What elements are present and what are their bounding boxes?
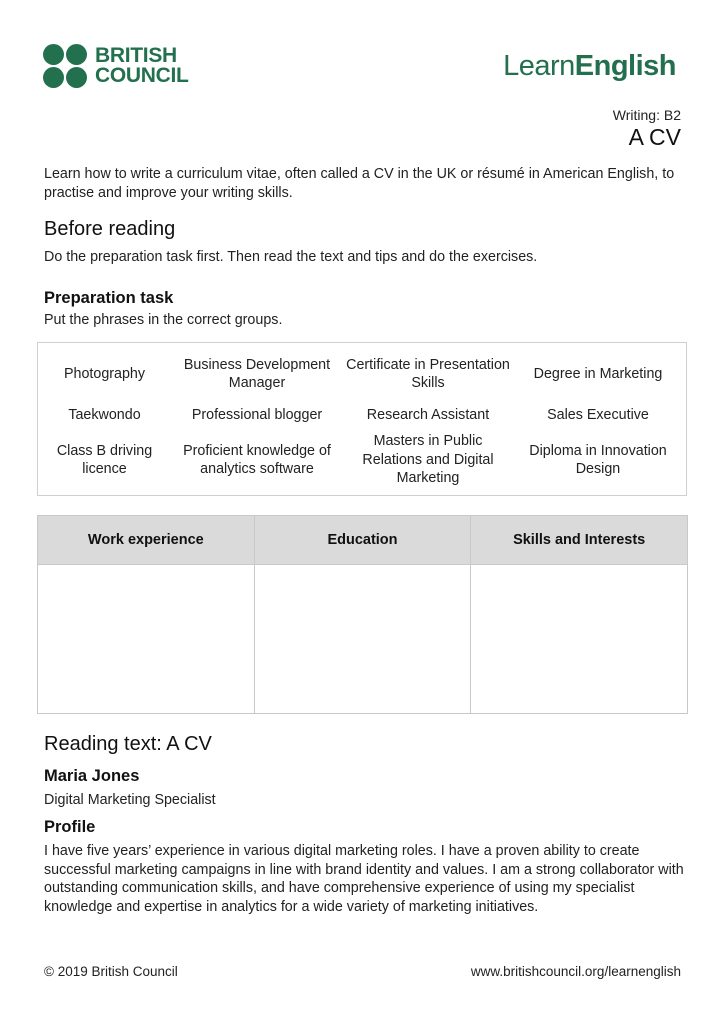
- groups-table-answer-row: [38, 565, 688, 714]
- phrase-item: Taekwondo: [68, 406, 141, 423]
- four-dots-logo-icon: [43, 44, 89, 88]
- copyright: © 2019 British Council: [44, 964, 178, 979]
- phrase-item: Sales Executive: [547, 406, 649, 423]
- phrase-item: Professional blogger: [191, 406, 323, 423]
- preparation-task-heading: Preparation task: [44, 289, 174, 307]
- page-title: A CV: [628, 124, 681, 150]
- before-reading-heading: Before reading: [44, 218, 176, 240]
- preparation-instruction: Put the phrases in the correct groups.: [44, 312, 283, 328]
- phrase-item: Certificate in Presentation Skills: [346, 356, 510, 391]
- groups-table-header-row: [38, 516, 688, 565]
- groups-table: [37, 515, 688, 714]
- phrase-item: Class B driving licence: [56, 442, 153, 477]
- answer-cell-work-experience[interactable]: [38, 565, 255, 714]
- intro-text: Learn how to write a curriculum vitae, often called a CV in the UK or résumé in American English, to practise and improve your writing skills.: [44, 166, 675, 201]
- answer-cell-skills-interests[interactable]: [471, 565, 688, 714]
- profile-heading: Profile: [44, 818, 96, 836]
- british-council-wordmark: [95, 46, 189, 86]
- logo-learn: Learn: [503, 50, 575, 82]
- cv-name: Maria Jones: [44, 767, 140, 785]
- cv-role: Digital Marketing Specialist: [44, 792, 216, 808]
- phrase-item: Photography: [63, 365, 146, 382]
- phrase-item: Proficient knowledge of analytics software: [183, 442, 331, 477]
- phrase-box: [37, 342, 687, 496]
- phrase-item: Degree in Marketing: [533, 365, 663, 382]
- column-header-skills-interests: Skills and Interests: [471, 516, 688, 565]
- reading-text-heading: Reading text: A CV: [44, 733, 212, 755]
- column-header-work-experience: Work experience: [38, 516, 255, 565]
- footer-url-link[interactable]: www.britishcouncil.org/learnenglish: [470, 964, 681, 979]
- phrase-item: Business Development Manager: [183, 356, 331, 391]
- logo-line-2: COUNCIL: [95, 64, 189, 87]
- answer-cell-education[interactable]: [254, 565, 471, 714]
- learnenglish-logo: [503, 49, 676, 83]
- phrase-item: Research Assistant: [366, 406, 490, 423]
- column-header-education: Education: [254, 516, 471, 565]
- british-council-logo: [43, 43, 189, 89]
- level-label: Writing: B2: [612, 107, 681, 123]
- phrase-item: Diploma in Innovation Design: [529, 442, 667, 477]
- before-reading-text: Do the preparation task first. Then read the text and tips and do the exercises.: [44, 249, 538, 265]
- logo-english: English: [574, 50, 676, 82]
- logo-line-1: BRITISH: [95, 44, 177, 67]
- phrase-item: Masters in Public Relations and Digital Marketing: [362, 433, 494, 487]
- profile-text: I have five years’ experience in various digital marketing roles. I have a proven ability to create successful marketing campaigns in line with brand identity and values. I am a strong collaborator with outstanding communication skills, and have comprehensive experience of using my specialist knowledge and expertise in analytics for a wide variety of marketing initiatives.: [44, 843, 684, 915]
